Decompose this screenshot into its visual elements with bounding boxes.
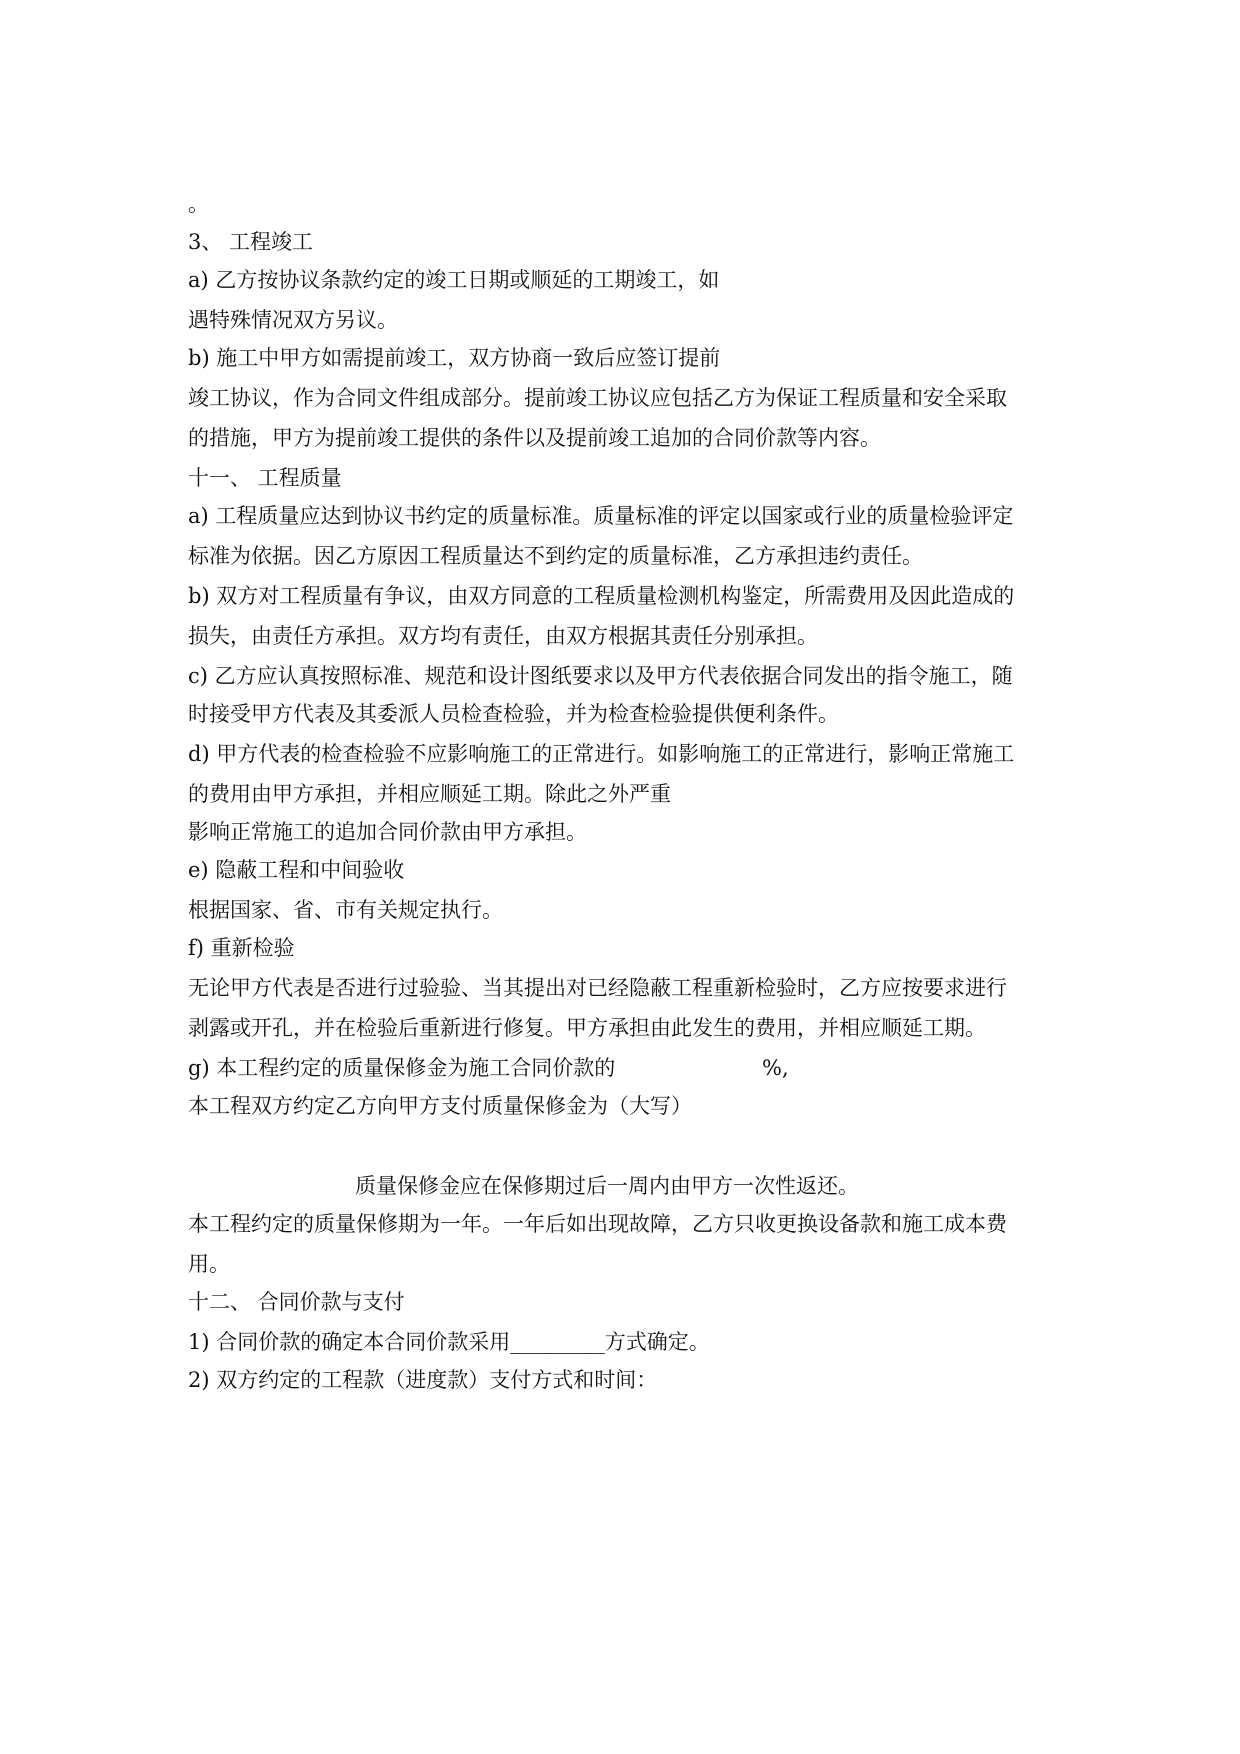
paragraph-line: 的措施，甲方为提前竣工提供的条件以及提前竣工追加的合同价款等内容。	[188, 426, 881, 450]
paragraph-line: 遇特殊情况双方另议。	[188, 308, 398, 332]
heading-quality: 十一、 工程质量	[188, 466, 342, 490]
paragraph-line: 影响正常施工的追加合同价款由甲方承担。	[188, 820, 587, 844]
paragraph-line: 质量保修金应在保修期过后一周内由甲方一次性返还。	[355, 1174, 859, 1198]
paragraph-line: a) 工程质量应达到协议书约定的质量标准。质量标准的评定以国家或行业的质量检验评定	[188, 504, 1014, 528]
paragraph-line: f) 重新检验	[188, 936, 295, 960]
paragraph-line: 无论甲方代表是否进行过验验、当其提出对已经隐蔽工程重新检验时，乙方应按要求进行	[188, 976, 1007, 1000]
paragraph-line: b) 施工中甲方如需提前竣工，双方协商一致后应签订提前	[188, 346, 721, 370]
paragraph-line: 根据国家、省、市有关规定执行。	[188, 898, 503, 922]
paragraph-line: 标准为依据。因乙方原因工程质量达不到约定的质量标准，乙方承担违约责任。	[188, 544, 923, 568]
paragraph-line: c) 乙方应认真按照标准、规范和设计图纸要求以及甲方代表依据合同发出的指令施工，随	[188, 664, 1013, 688]
heading-contract-price: 十二、 合同价款与支付	[188, 1290, 405, 1314]
paragraph-line: d) 甲方代表的检查检验不应影响施工的正常进行。如影响施工的正常进行，影响正常施工	[188, 742, 1015, 766]
paragraph-line: b) 双方对工程质量有争议，由双方同意的工程质量检测机构鉴定，所需费用及因此造成的	[188, 584, 1015, 608]
paragraph-line: 竣工协议，作为合同文件组成部分。提前竣工协议应包括乙方为保证工程质量和安全采取	[188, 386, 1007, 410]
retention-rate-text: g) 本工程约定的质量保修金为施工合同价款的	[188, 1056, 616, 1080]
percent-sign: %,	[762, 1056, 789, 1080]
paragraph-line: 损失，由责任方承担。双方均有责任，由双方根据其责任分别承担。	[188, 624, 818, 648]
paragraph-line	[188, 1054, 615, 1082]
paragraph-line: a) 乙方按协议条款约定的竣工日期或顺延的工期竣工，如	[188, 268, 720, 292]
paragraph-line: 剥露或开孔，并在检验后重新进行修复。甲方承担由此发生的费用，并相应顺延工期。	[188, 1016, 986, 1040]
paragraph-line: 时接受甲方代表及其委派人员检查检验，并为检查检验提供便利条件。	[188, 702, 839, 726]
paragraph-line: 2) 双方约定的工程款（进度款）支付方式和时间：	[188, 1368, 658, 1392]
paragraph-line: 本工程双方约定乙方向甲方支付质量保修金为（大写）	[188, 1094, 692, 1118]
paragraph-line: 1) 合同价款的确定本合同价款采用_________方式确定。	[188, 1330, 710, 1354]
fragment-period: 。	[188, 192, 209, 216]
paragraph-line: e) 隐蔽工程和中间验收	[188, 858, 405, 882]
paragraph-line: 用。	[188, 1252, 230, 1276]
paragraph-line: 的费用由甲方承担，并相应顺延工期。除此之外严重	[188, 782, 671, 806]
paragraph-line: 本工程约定的质量保修期为一年。一年后如出现故障，乙方只收更换设备款和施工成本费	[188, 1212, 1007, 1236]
heading-completion: 3、 工程竣工	[188, 230, 314, 254]
